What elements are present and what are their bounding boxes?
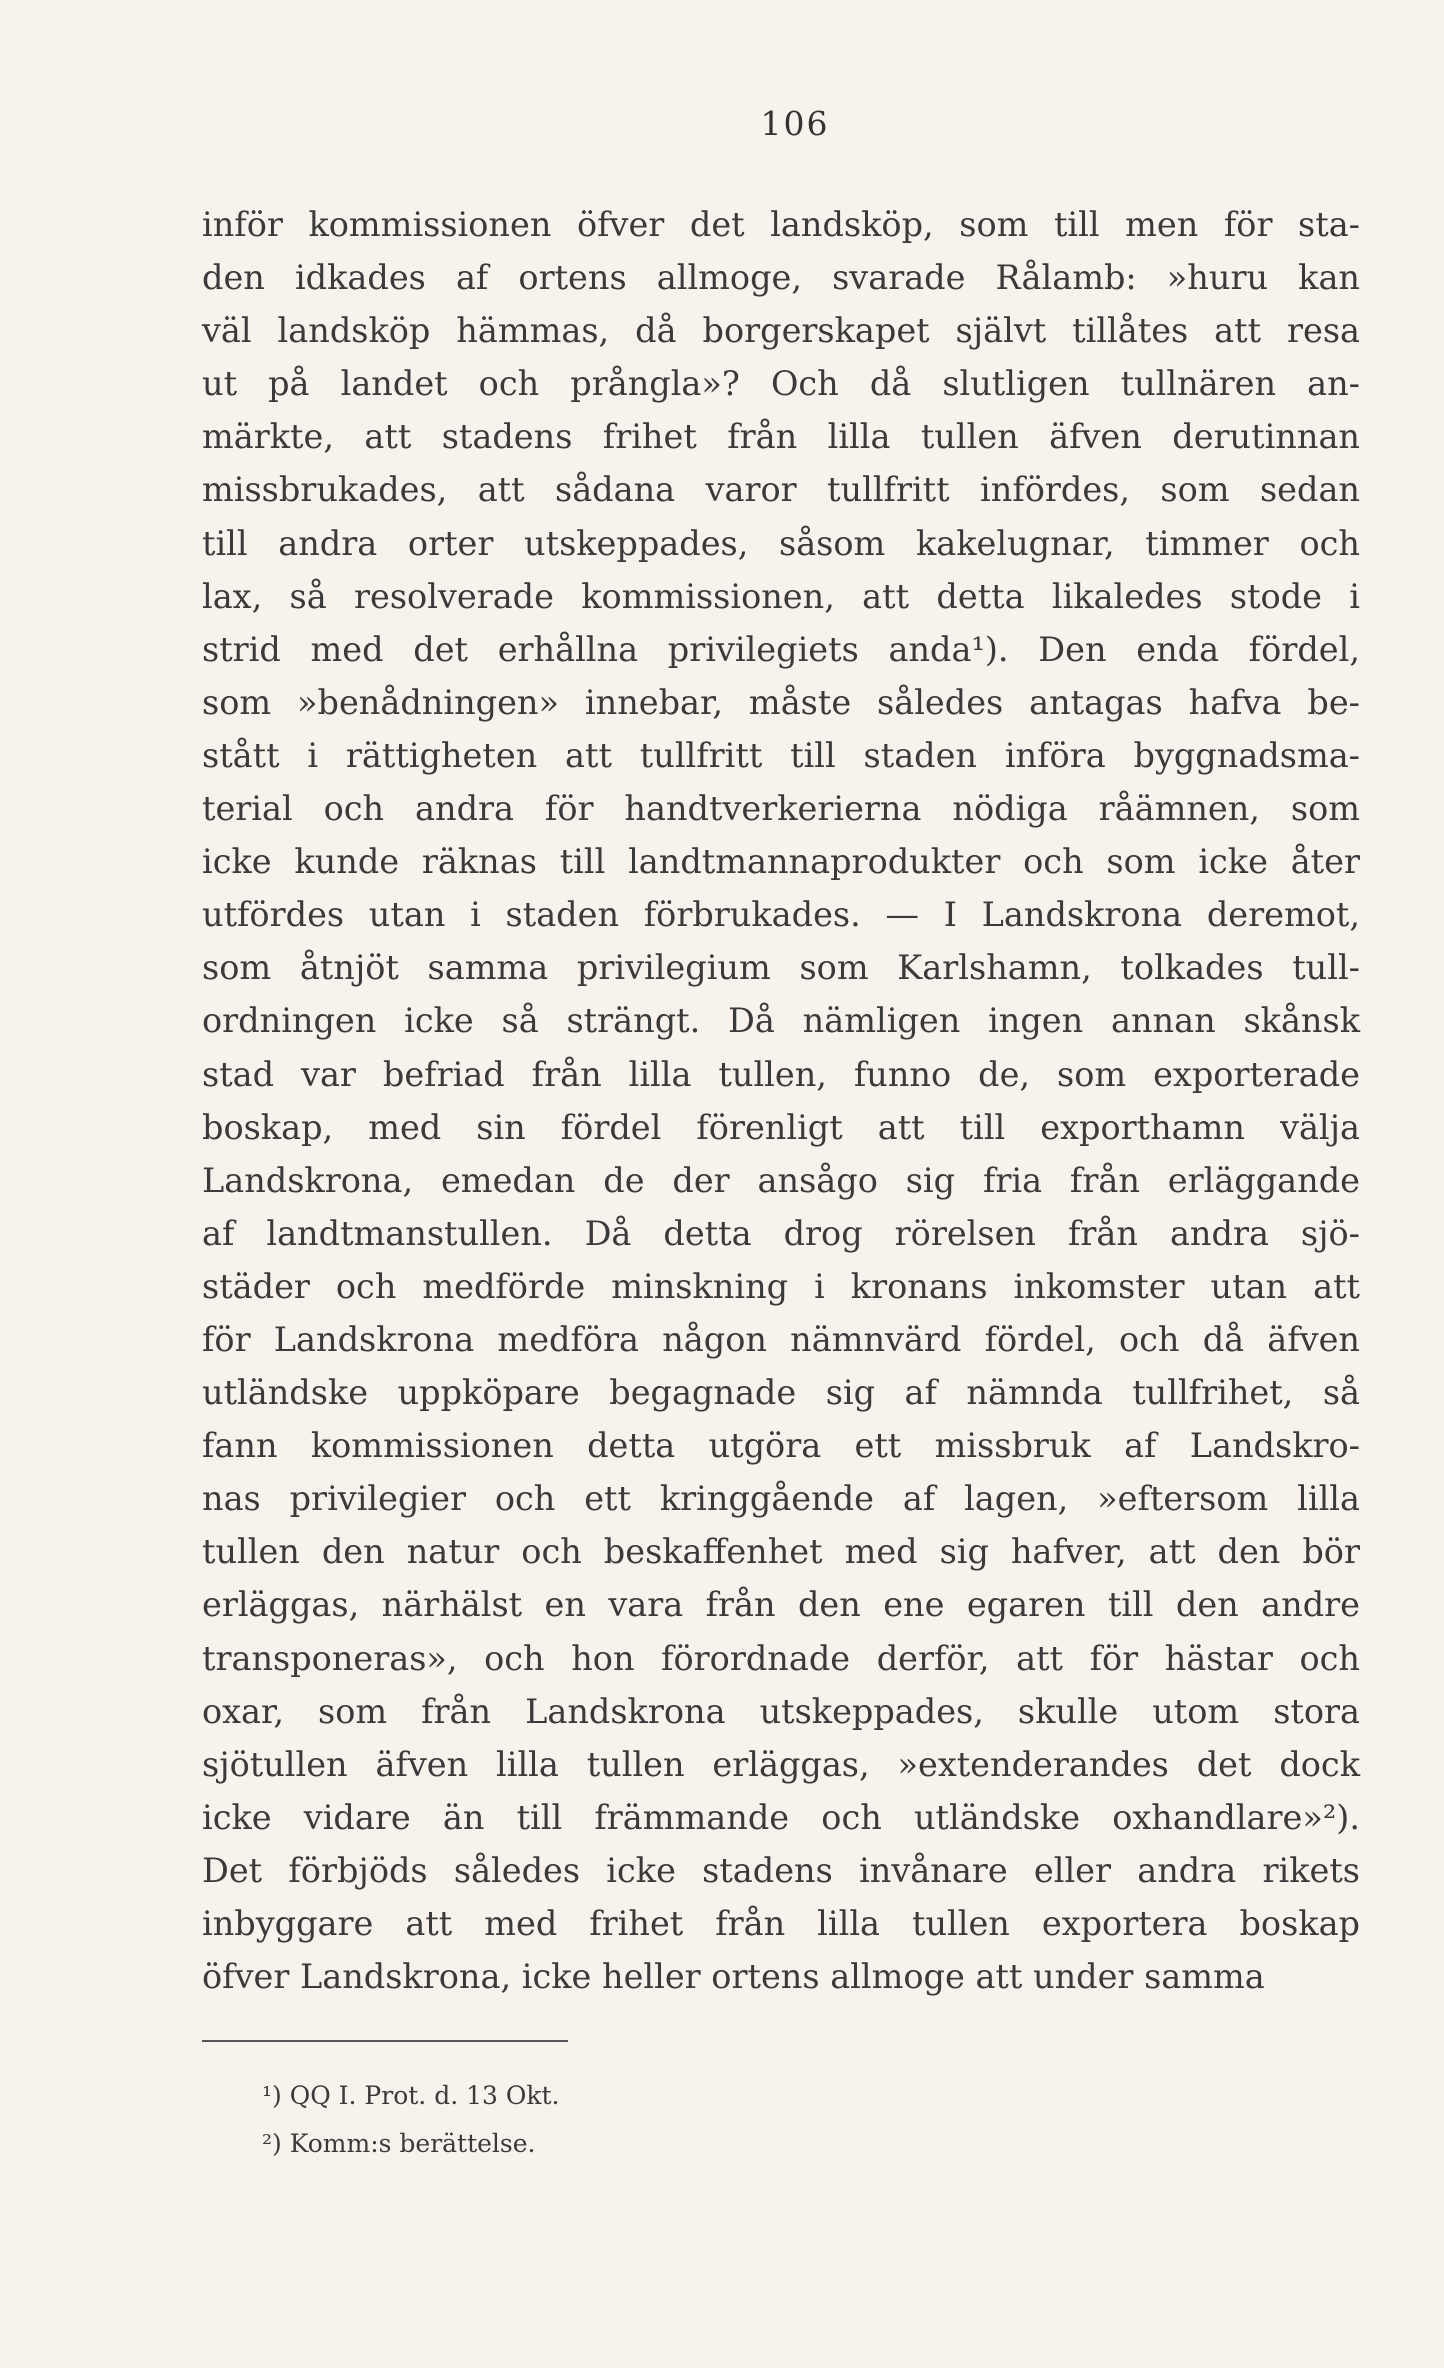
text-line: icke vidare än till främmande och utländske oxhandlare»²). [202, 1797, 1360, 1837]
text-line: terial och andra för handtverkerierna nödiga råämnen, som [202, 789, 1360, 829]
text-line: som åtnjöt samma privilegium som Karlshamn, tolkades tull- [202, 948, 1360, 988]
text-line: städer och medförde minskning i kronans inkomster utan att [202, 1266, 1360, 1306]
text-line: märkte, att stadens frihet från lilla tullen äfven derutinnan [202, 417, 1360, 457]
text-line: stått i rättigheten att tullfritt till staden införa byggnadsma- [202, 735, 1360, 775]
text-line: för Landskrona medföra någon nämnvärd fördel, och då äfven [202, 1319, 1360, 1359]
text-line: sjötullen äfven lilla tullen erläggas, »extenderandes det dock [202, 1744, 1360, 1784]
body-text [202, 198, 1360, 2003]
text-line: af landtmanstullen. Då detta drog rörelsen från andra sjö- [202, 1213, 1360, 1253]
text-line: väl landsköp hämmas, då borgerskapet självt tillåtes att resa [202, 311, 1360, 351]
text-line: den idkades af ortens allmoge, svarade Rålamb: »huru kan [202, 258, 1360, 298]
text-line: fann kommissionen detta utgöra ett missbruk af Landskro- [202, 1426, 1360, 1466]
text-line: icke kunde räknas till landtmannaprodukter och som icke åter [202, 842, 1360, 882]
page-number: 106 [760, 104, 830, 143]
footnote-1: ¹) QQ I. Prot. d. 13 Okt. [262, 2081, 560, 2110]
text-line: inbyggare att med frihet från lilla tullen exportera boskap [202, 1904, 1360, 1943]
text-line: nas privilegier och ett kringgående af lagen, »eftersom lilla [202, 1479, 1360, 1519]
text-line: erläggas, närhälst en vara från den ene egaren till den andre [202, 1585, 1360, 1625]
text-line: stad var befriad från lilla tullen, funno de, som exporterade [202, 1054, 1360, 1094]
footnotes [262, 2072, 1162, 2168]
text-line: till andra orter utskeppades, såsom kakelugnar, timmer och [202, 523, 1360, 563]
text-line: Det förbjöds således icke stadens invånare eller andra rikets [202, 1850, 1360, 1890]
text-line: missbrukades, att sådana varor tullfritt infördes, som sedan [202, 470, 1360, 510]
text-line: transponeras», och hon förordnade derför, att för hästar och [202, 1638, 1360, 1678]
text-line: lax, så resolverade kommissionen, att detta likaledes stode i [202, 576, 1360, 616]
footnote-divider [202, 2040, 568, 2042]
text-line: utländske uppköpare begagnade sig af nämnda tullfrihet, så [202, 1373, 1360, 1413]
text-line: som »benådningen» innebar, måste således antagas hafva be- [202, 682, 1360, 722]
text-line: strid med det erhållna privilegiets anda¹). Den enda fördel, [202, 629, 1360, 669]
text-line: Landskrona, emedan de der ansågo sig fria från erläggande [202, 1160, 1360, 1200]
text-line: tullen den natur och beskaffenhet med sig hafver, att den bör [202, 1532, 1360, 1572]
footnote-2: ²) Komm:s berättelse. [262, 2129, 536, 2158]
text-line: inför kommissionen öfver det landsköp, som till men för sta- [202, 205, 1360, 244]
text-line: ordningen icke så strängt. Då nämligen ingen annan skånsk [202, 1001, 1360, 1041]
text-line: öfver Landskrona, icke heller ortens allmoge att under samma [202, 1957, 1265, 1997]
text-line: oxar, som från Landskrona utskeppades, skulle utom stora [202, 1691, 1360, 1731]
text-line: utfördes utan i staden förbrukades. — I Landskrona deremot, [202, 895, 1360, 935]
text-line: boskap, med sin fördel förenligt att till exporthamn välja [202, 1107, 1360, 1147]
text-line: ut på landet och prångla»? Och då slutligen tullnären an- [202, 364, 1360, 404]
